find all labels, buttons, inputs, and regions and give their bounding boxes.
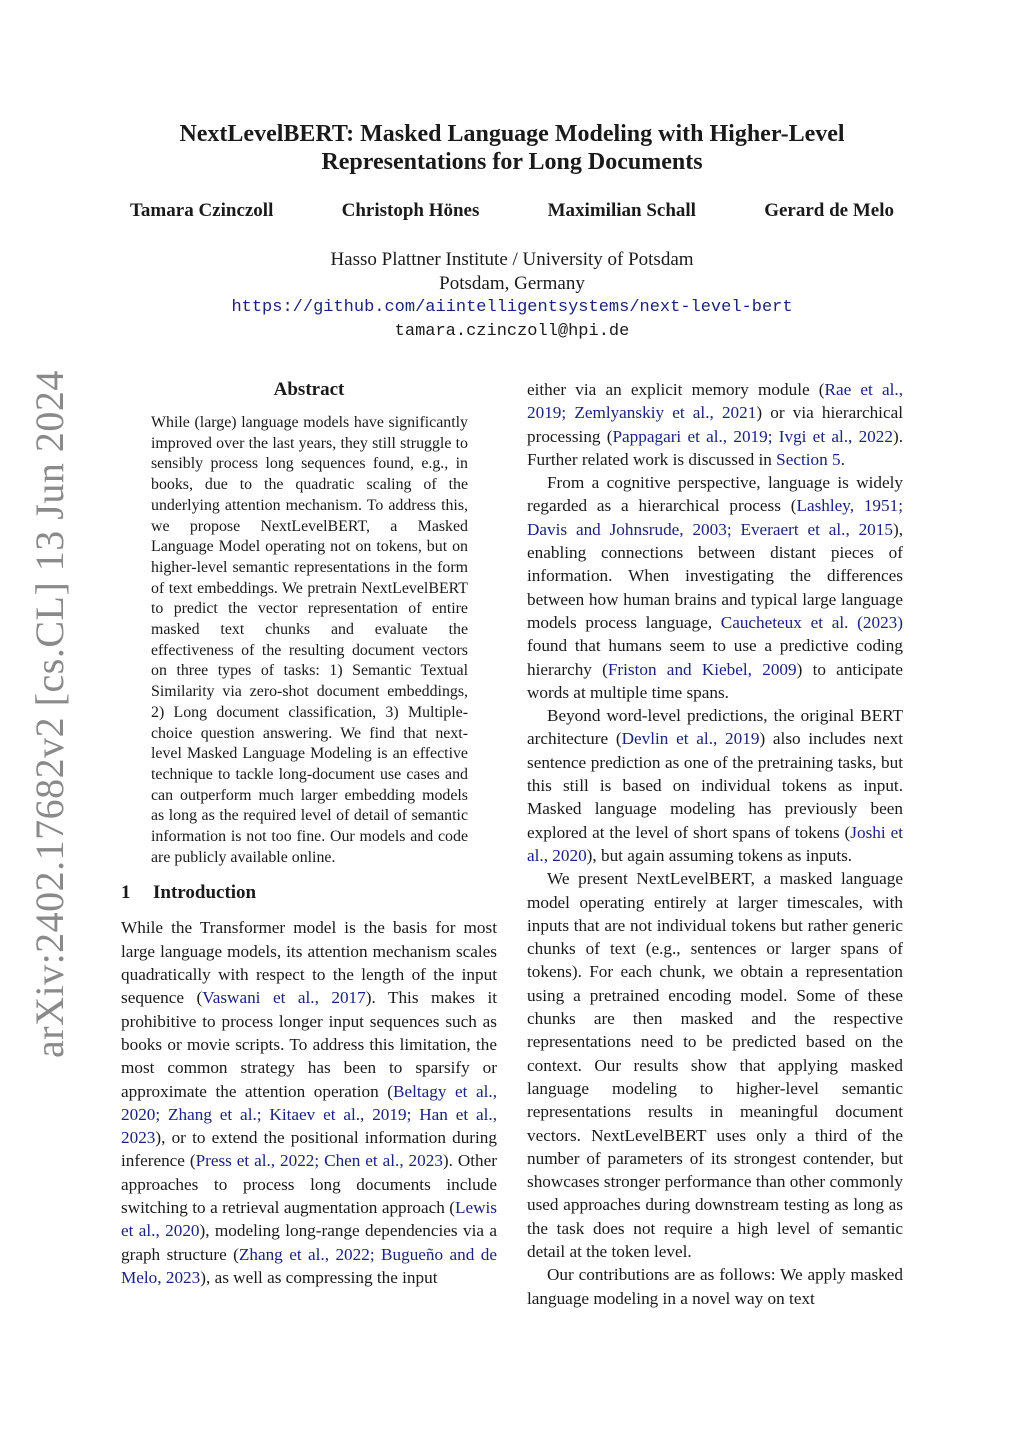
author-name: Christoph Hönes [341,200,480,221]
contact-email: tamara.czinczoll@hpi.de [394,322,630,341]
body-text: ), modeling long-range dependencies via a graph structure ( [121,1221,497,1264]
citation-link[interactable]: Caucheteux et al. (2023) [720,612,903,632]
citation-link[interactable]: Lewis et al., 2020 [121,1198,497,1241]
body-text: either via an explicit memory module ( [527,380,825,399]
author-name: Maximilian Schall [547,200,696,221]
body-text: Beyond word-level predictions, the original BERT architecture ( [527,706,903,749]
citation-link[interactable]: Lashley, 1951; Davis and Johnsrude, 2003; Everaert et al., 2015 [527,496,903,539]
section-reference-link[interactable]: Section 5 [776,449,841,469]
intro-paragraph-5: We present NextLevelBERT, a masked language model operating entirely at larger timescales, with inputs that are not individual tokens but rather generic chunks of text (e.g., sentences or larger spans of tokens). For each chunk, we obtain a representation using a pretrained encoding model. Some of these chunks are then masked and the respective representations need to be predicted based on the context. Our results show that applying masked language modeling to higher-level semantic representations results in meaningful document vectors. NextLevelBERT uses only a third of the number of parameters of its strongest contender, but showcases stronger performance than other commonly used approaches during downstream testing as long as the task does not require a high level of semantic detail at the token level. [527,869,903,1261]
paper-title [100,120,924,176]
intro-paragraph-1 [121,916,497,1289]
intro-paragraph-4 [527,704,903,867]
section-number: 1 [121,882,131,904]
affiliation: Hasso Plattner Institute / University of Potsdam [330,249,694,270]
citation-link[interactable]: Devlin et al., 2019 [621,729,760,749]
body-text: ) or via hierarchical processing ( [527,403,903,446]
title-line-1: NextLevelBERT: Masked Language Modeling with Higher-Level [179,121,845,147]
citation-link[interactable]: Pappagari et al., 2019; Ivgi et al., 2022 [612,426,893,446]
section-title: Introduction [153,882,257,904]
body-text: . [840,449,845,469]
citation-link[interactable]: Joshi et al., 2020 [527,822,903,865]
body-text: ). This makes it prohibitive to process longer input sequences such as books or movie scripts. To address this limitation, the most common strategy has been to sparsify or approximate the attention operation ( [121,988,497,1101]
intro-paragraph-3 [527,471,903,704]
location: Potsdam, Germany [439,273,585,294]
arxiv-identifier: arXiv:2402.17682v2 [cs.CL] 13 Jun 2024 [27,370,72,1058]
body-text: ). Further related work is discussed in [527,426,903,469]
right-column [527,378,903,1310]
section-heading [121,880,497,906]
body-text: ), as well as compressing the input [200,1267,438,1287]
body-text: While the Transformer model is the basis for most large language models, its attention mechanism scales quadratically with respect to the length of the input sequence ( [121,918,497,1008]
author-name: Gerard de Melo [764,200,894,221]
abstract-heading: Abstract [273,379,345,400]
body-text: From a cognitive perspective, language is widely regarded as a hierarchical process ( [527,473,903,516]
citation-link[interactable]: Press et al., 2022; Chen et al., 2023 [195,1151,443,1171]
body-text: ), enabling connections between distant pieces of information. When investigating the differences between how human brains and typical large language models process language, [527,519,903,632]
intro-paragraph-2 [527,378,903,471]
paper-header [100,120,924,344]
body-text: ), or to extend the positional information during inference ( [121,1128,497,1171]
citation-link[interactable]: Vaswani et al., 2017 [202,988,366,1008]
citation-link[interactable]: Beltagy et al., 2020; Zhang et al.; Kitaev et al., 2019; Han et al., 2023 [121,1081,497,1148]
citation-link[interactable]: Friston and Kiebel, 2009 [607,659,797,679]
citation-link[interactable]: Zhang et al., 2022; Bugueño and de Melo, 2023 [121,1244,497,1287]
title-line-2: Representations for Long Documents [321,149,703,175]
body-text: ) to anticipate words at multiple time spans. [527,659,903,702]
citation-link[interactable]: Rae et al., 2019; Zemlyanskiy et al., 2021 [527,380,903,423]
body-text: ). Other approaches to process long documents include switching to a retrieval augmentation approach ( [121,1151,497,1218]
body-text: ) also includes next sentence prediction as one of the pretraining tasks, but this still is based on individual tokens as input. Masked language modeling has previously been explored at the level of short spans of tokens ( [527,729,903,842]
body-text: found that humans seem to use a predictive coding hierarchy ( [527,636,903,679]
left-column [121,378,497,1289]
author-name: Tamara Czinczoll [130,200,274,221]
affiliation-block [100,248,924,344]
author-list [130,200,894,222]
body-text: ), but again assuming tokens as inputs. [586,845,853,865]
repository-link[interactable]: https://github.com/aiintelligentsystems/next-level-bert [231,298,793,317]
intro-paragraph-6: Our contributions are as follows: We apply masked language modeling in a novel way on text [527,1265,903,1308]
abstract-text: While (large) language models have significantly improved over the last years, they still struggle to sensibly process long sequences found, e.g., in books, due to the quadratic scaling of the underlying attention mechanism. To address this, we propose NextLevelBERT, a Masked Language Model operating not on tokens, but on higher-level semantic representations in the form of text embeddings. We pretrain NextLevelBERT to predict the vector representation of entire masked text chunks and evaluate the effectiveness of the resulting document vectors on three types of tasks: 1) Semantic Textual Similarity via zero-shot document embeddings, 2) Long document classification, 3) Multiple-choice question answering. We find that next-level Masked Language Modeling is an effective technique to tackle long-document use cases and can outperform much larger embedding models as long as the required level of detail of semantic information is not too fine. Our models and code are publicly available online. [151,414,468,866]
